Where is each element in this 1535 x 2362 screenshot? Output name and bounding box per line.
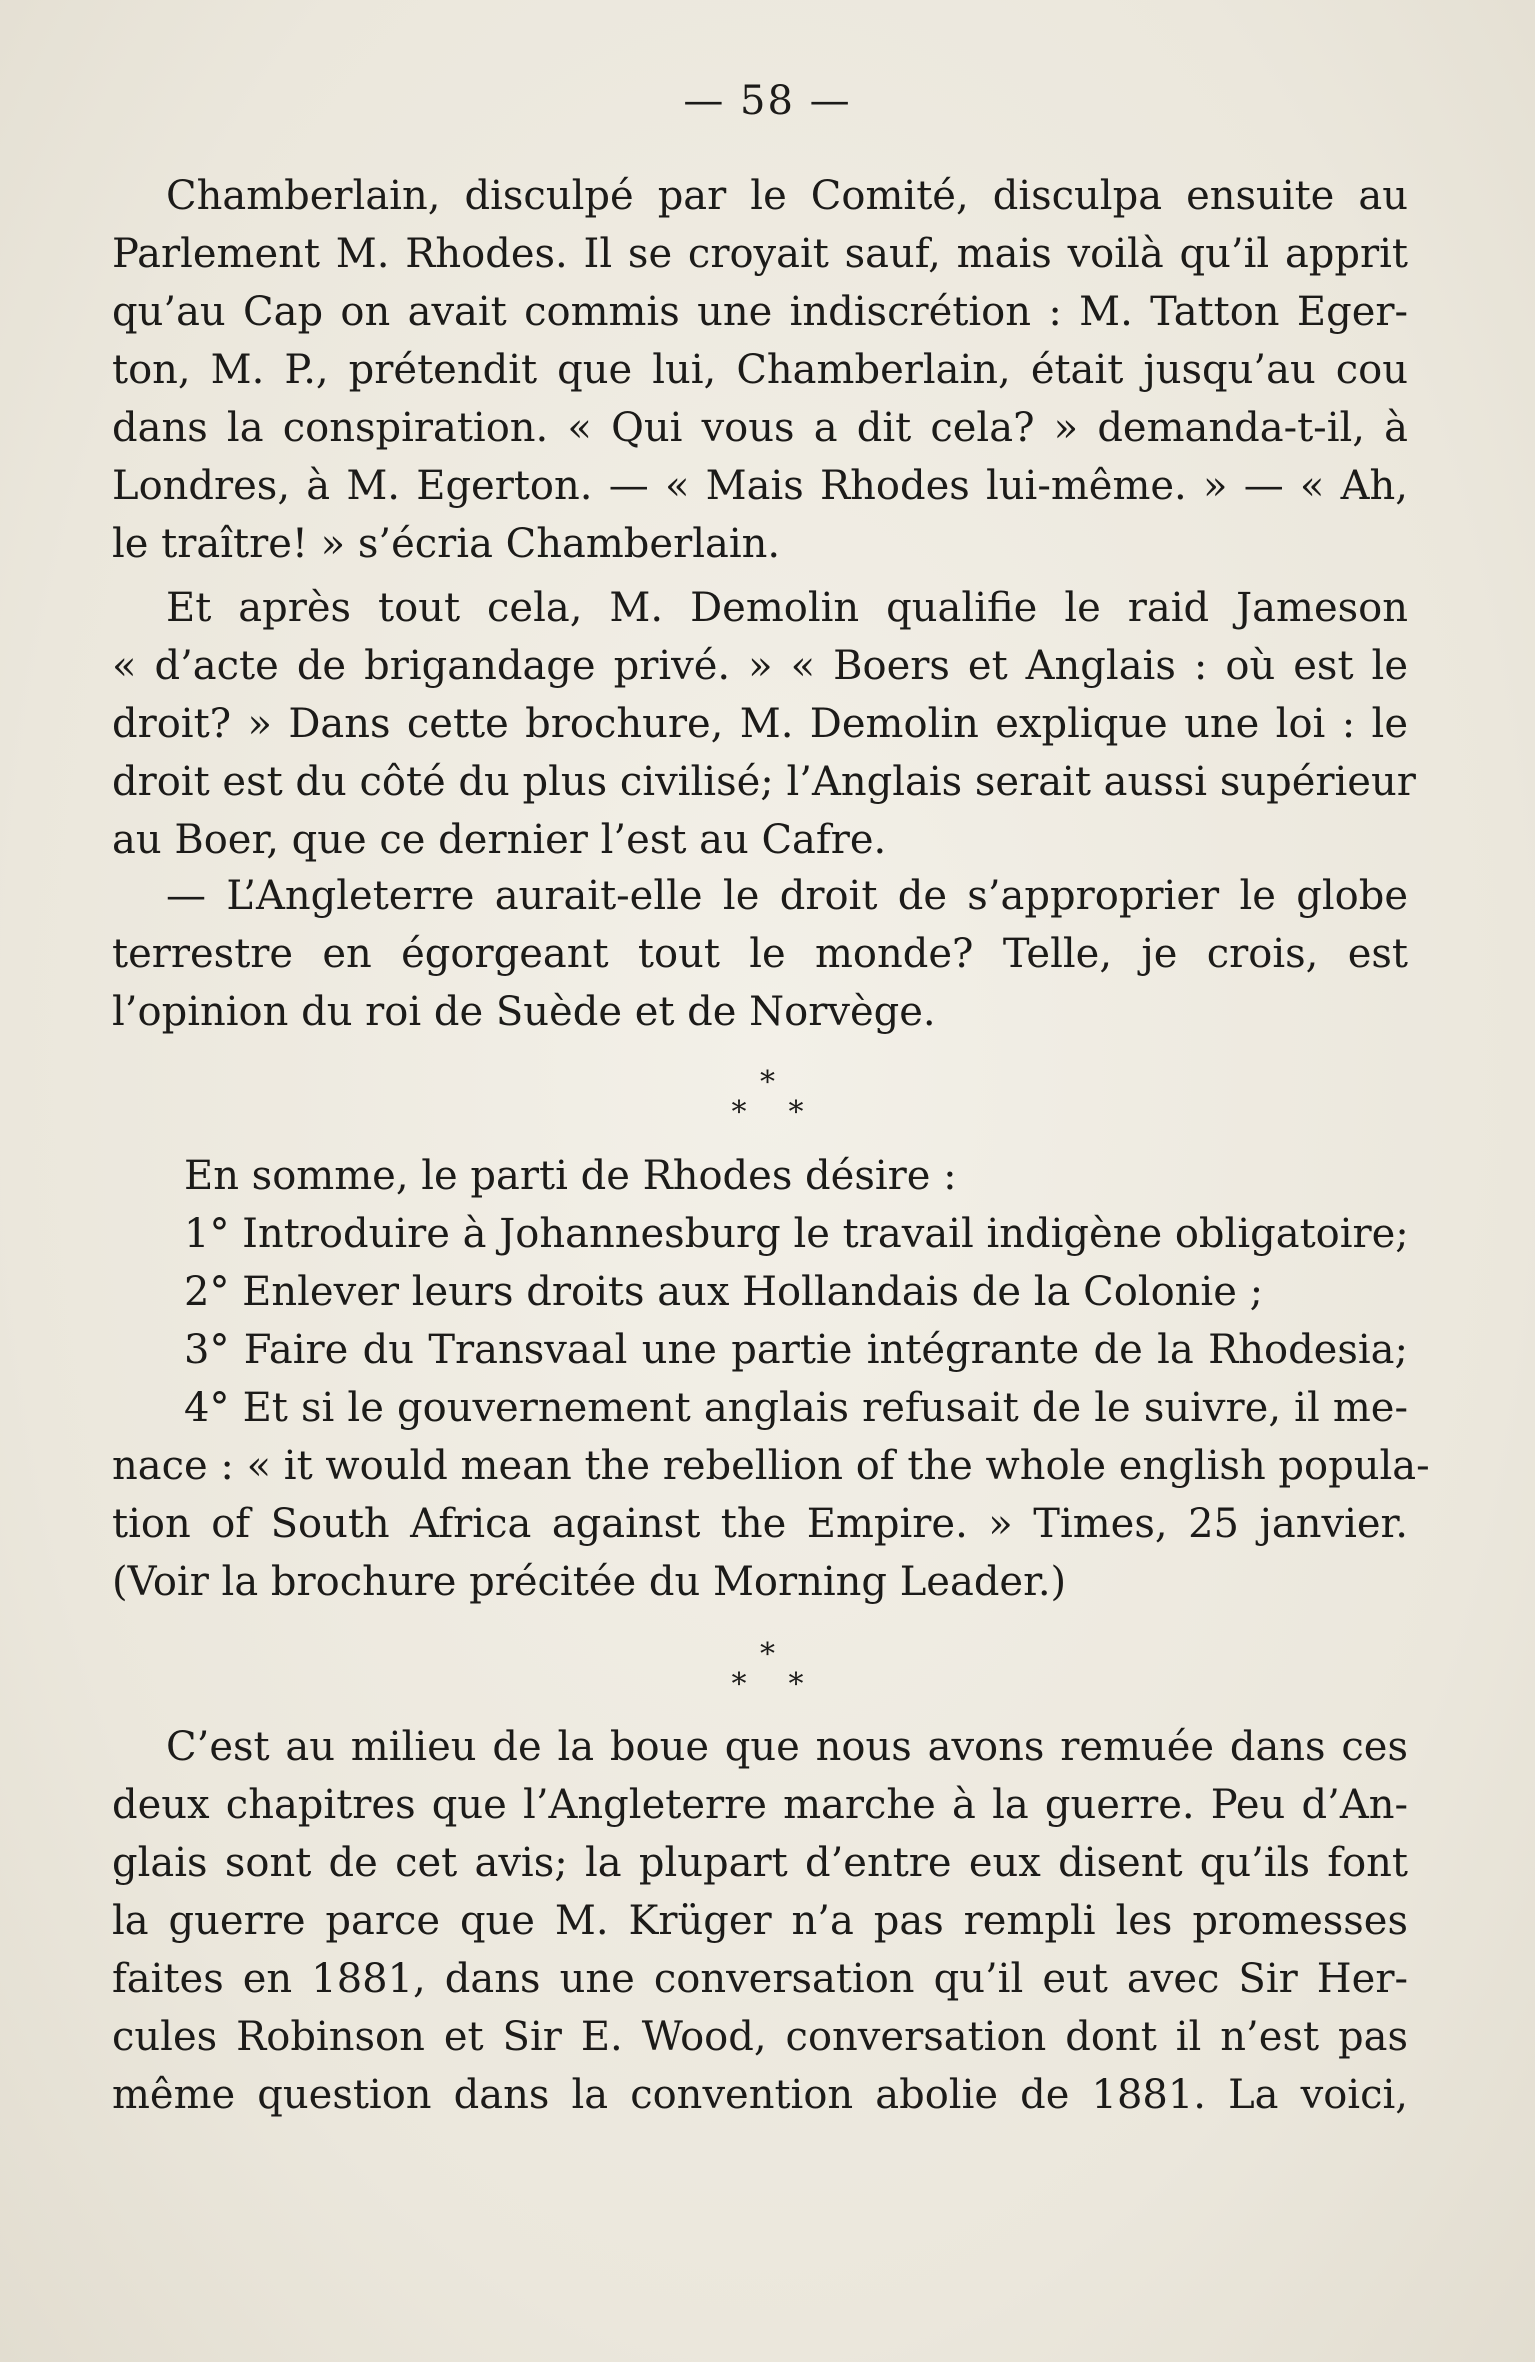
text-line: « d’acte de brigandage privé. » « Boers et Anglais : où est le [112, 643, 1408, 689]
text-line: Londres, à M. Egerton. — « Mais Rhodes lui-même. » — « Ah, [112, 463, 1408, 509]
text-line: terrestre en égorgeant tout le monde? Telle, je crois, est [112, 931, 1408, 977]
text-line: dans la conspiration. « Qui vous a dit cela? » demanda-t-il, à [112, 405, 1408, 451]
text-line: nace : « it would mean the rebellion of the whole english popula- [112, 1443, 1430, 1489]
asterisk-glyph: * [760, 1637, 775, 1672]
text-line: ton, M. P., prétendit que lui, Chamberlain, était jusqu’au cou [112, 347, 1408, 393]
text-line: faites en 1881, dans une conversation qu’il eut avec Sir Her- [112, 1956, 1408, 2002]
text-line: droit? » Dans cette brochure, M. Demolin explique une loi : le [112, 701, 1408, 747]
section-separator [0, 1065, 1535, 1130]
page-number: — 58 — [683, 78, 852, 124]
text-line: droit est du côté du plus civilisé; l’Anglais serait aussi supérieur [112, 759, 1416, 805]
text-line: tion of South Africa against the Empire. » Times, 25 janvier. [112, 1501, 1408, 1547]
asterisk-glyph: * [760, 1065, 775, 1100]
text-line: glais sont de cet avis; la plupart d’entre eux disent qu’ils font [112, 1840, 1408, 1886]
text-line: — L’Angleterre aurait-elle le droit de s’approprier le globe [166, 873, 1408, 919]
text-line: Chamberlain, disculpé par le Comité, disculpa ensuite au [166, 173, 1408, 219]
text-line: C’est au milieu de la boue que nous avons remuée dans ces [166, 1724, 1408, 1770]
text-line: au Boer, que ce dernier l’est au Cafre. [112, 817, 887, 863]
list-item: 1° Introduire à Johannesburg le travail indigène obligatoire; [184, 1211, 1409, 1257]
asterisk-pair: ** [731, 1095, 846, 1130]
text-line: l’opinion du roi de Suède et de Norvège. [112, 989, 936, 1035]
list-item: 2° Enlever leurs droits aux Hollandais de la Colonie ; [184, 1269, 1264, 1315]
text-line: même question dans la convention abolie de 1881. La voici, [112, 2072, 1408, 2118]
asterisk-pair: ** [731, 1667, 846, 1702]
list-item: 4° Et si le gouvernement anglais refusait de le suivre, il me- [184, 1385, 1408, 1431]
text-line: deux chapitres que l’Angleterre marche à la guerre. Peu d’An- [112, 1782, 1408, 1828]
text-line: cules Robinson et Sir E. Wood, conversation dont il n’est pas [112, 2014, 1408, 2060]
text-line: (Voir la brochure précitée du Morning Leader.) [112, 1559, 1067, 1605]
text-line: Parlement M. Rhodes. Il se croyait sauf, mais voilà qu’il apprit [112, 231, 1408, 277]
section-separator [0, 1637, 1535, 1702]
text-line: qu’au Cap on avait commis une indiscrétion : M. Tatton Eger- [112, 289, 1408, 335]
text-line: le traître! » s’écria Chamberlain. [112, 521, 781, 567]
text-line: Et après tout cela, M. Demolin qualifie le raid Jameson [166, 585, 1408, 631]
list-item: 3° Faire du Transvaal une partie intégrante de la Rhodesia; [184, 1327, 1408, 1373]
text-line: En somme, le parti de Rhodes désire : [184, 1153, 957, 1199]
text-line: la guerre parce que M. Krüger n’a pas rempli les promesses [112, 1898, 1408, 1944]
